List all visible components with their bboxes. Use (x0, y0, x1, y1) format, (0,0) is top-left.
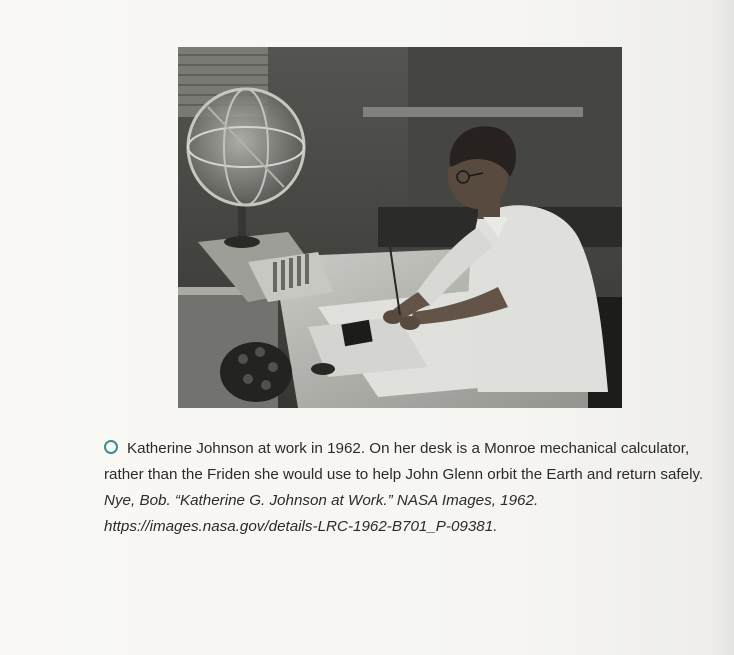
photograph-icon (178, 47, 622, 408)
historical-photograph (178, 47, 622, 408)
caption-text: Katherine Johnson at work in 1962. On her desk is a Monroe mechanical calculator, rather than the Friden she would use to help John Glenn orbit the Earth and return safely. (104, 440, 704, 483)
circle-bullet-icon (104, 440, 118, 454)
photo-caption (104, 436, 704, 540)
caption-citation: Nye, Bob. “Katherine G. Johnson at Work.” NASA Images, 1962. https://images.nasa.gov/details-LRC-1962-B701_P-09381. (104, 492, 539, 535)
